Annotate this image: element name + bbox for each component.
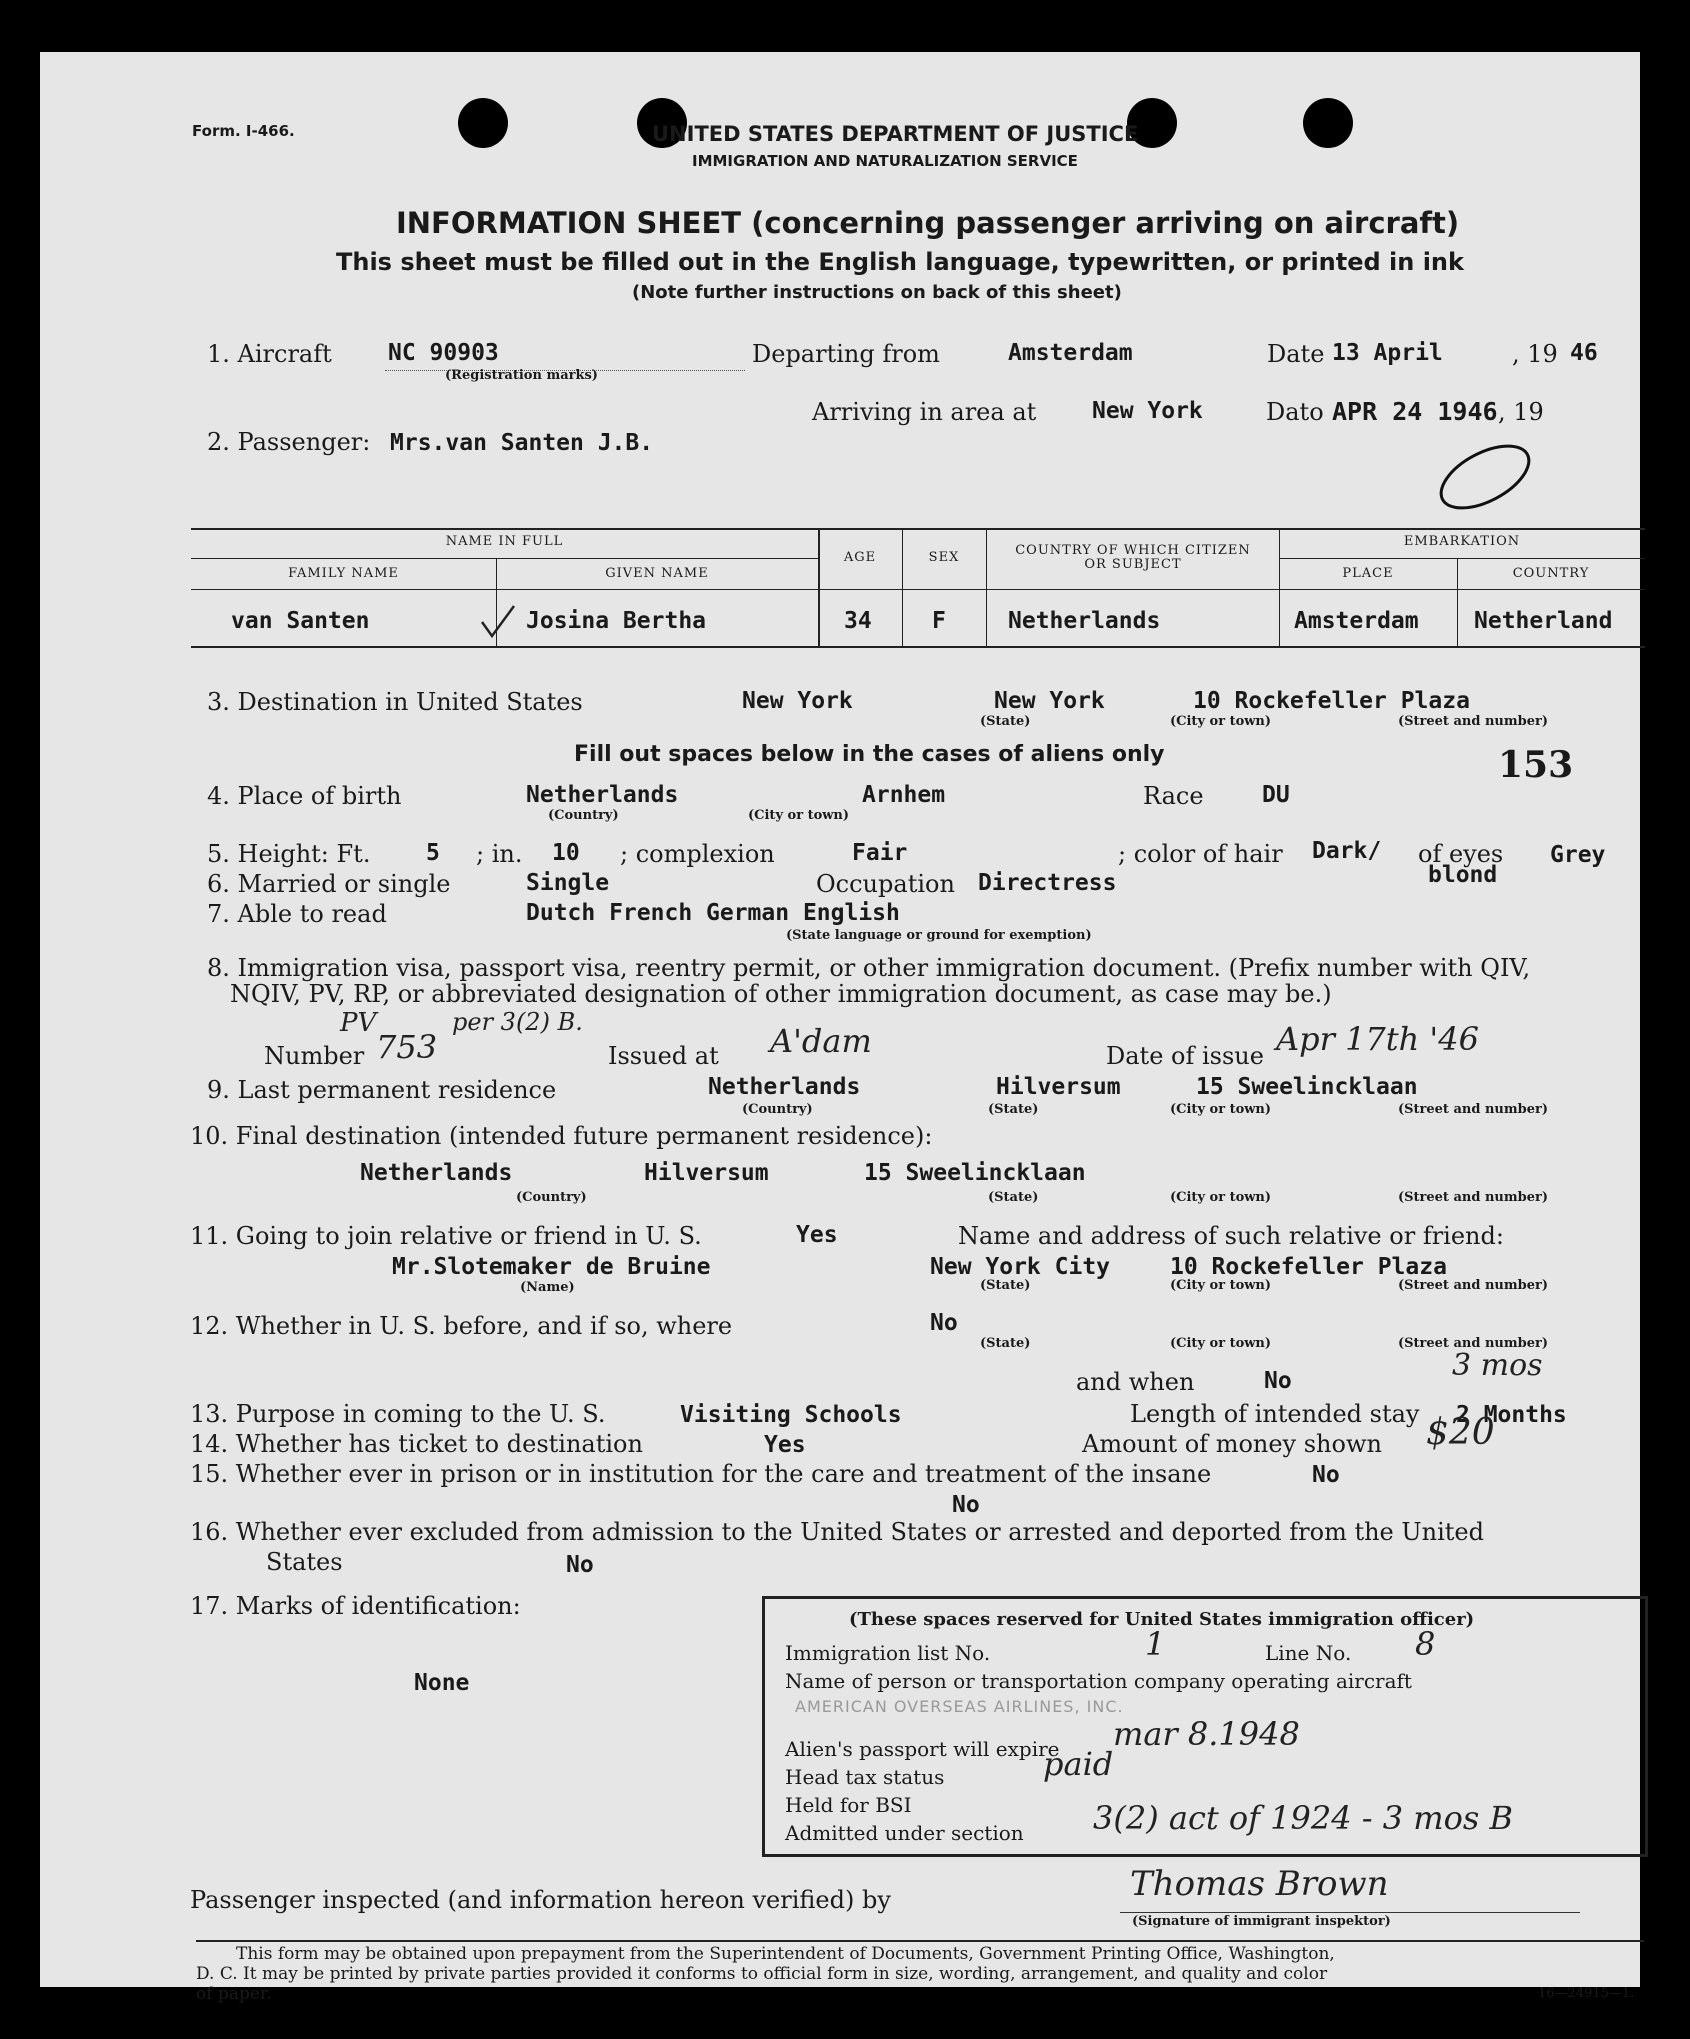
birth-country: Netherlands [526, 782, 679, 808]
caption-final-street: (Street and number) [1398, 1190, 1548, 1205]
th-sex: SEX [928, 550, 960, 565]
caption-signature: (Signature of immigrant inspektor) [1132, 1914, 1391, 1929]
aircraft-value: NC 90903 [388, 340, 499, 366]
marks-label: 17. Marks of identification: [190, 1592, 521, 1620]
departing-label: Departing from [752, 340, 940, 368]
date-label: Date [1267, 340, 1325, 368]
visa-number-label: Number [264, 1042, 365, 1070]
visa-line-2: NQIV, PV, RP, or abbreviated designation of other immigration document, as case may be.) [230, 980, 1332, 1008]
residence-street: 15 Sweelincklaan [1196, 1074, 1418, 1100]
th-age: AGE [843, 550, 877, 565]
cell-given-name: Josina Bertha [526, 608, 707, 634]
passenger-label: 2. Passenger: [207, 428, 371, 456]
before-value: No [930, 1310, 958, 1336]
final-street: 15 Sweelincklaan [864, 1160, 1086, 1186]
hair-label: ; color of hair [1118, 840, 1283, 868]
height-in-label: ; in. [476, 840, 523, 868]
page-number: 153 [1498, 744, 1574, 786]
officer-box-title: (These spaces reserved for United States immigration officer) [849, 1609, 1475, 1630]
residence-label: 9. Last permanent residence [207, 1076, 557, 1104]
final-country: Netherlands [360, 1160, 513, 1186]
service-heading: IMMIGRATION AND NATURALIZATION SERVICE [692, 152, 1078, 170]
cell-embark-country: Netherland [1474, 608, 1613, 634]
final-state: Hilversum [644, 1160, 769, 1186]
destination-state: New York [742, 688, 853, 714]
caption-relative-name: (Name) [520, 1280, 575, 1295]
complexion-value: Fair [852, 840, 908, 866]
caption-final-city: (City or town) [1170, 1190, 1272, 1205]
prison-value-2: No [952, 1492, 980, 1518]
visa-issued-value: A'dam [770, 1022, 872, 1060]
inspector-signature: Thomas Brown [1130, 1864, 1389, 1904]
when-label: and when [1076, 1368, 1195, 1396]
inspected-label: Passenger inspected (and information hereon verified) by [190, 1886, 891, 1914]
arriving-label: Arriving in area at [812, 398, 1037, 426]
tax-value: paid [1043, 1745, 1114, 1783]
stay-value: 2 Months [1456, 1402, 1567, 1428]
passport-value: mar 8.1948 [1113, 1715, 1300, 1753]
caption-city: (City or town) [1170, 714, 1272, 729]
company-stamp: AMERICAN OVERSEAS AIRLINES, INC. [795, 1697, 1124, 1716]
handwritten-circle-mark [1425, 432, 1545, 522]
passenger-value: Mrs.van Santen J.B. [390, 430, 654, 456]
relative-name: Mr.Slotemaker de Bruine [392, 1254, 711, 1280]
eyes-label: of eyes [1418, 840, 1504, 868]
officer-box [762, 1596, 1648, 1857]
complexion-label: ; complexion [620, 840, 775, 868]
destination-label: 3. Destination in United States [207, 688, 583, 716]
cell-family-name: van Santen [231, 608, 370, 634]
occupation-value: Directress [978, 870, 1117, 896]
destination-street: 10 Rockefeller Plaza [1193, 688, 1470, 714]
punch-hole-4 [1303, 98, 1353, 148]
footer-line-3: of paper. [196, 1984, 272, 2004]
caption-final-country: (Country) [516, 1190, 587, 1205]
caption-res-street: (Street and number) [1398, 1102, 1548, 1117]
ticket-label: 14. Whether has ticket to destination [190, 1430, 643, 1458]
stay-label: Length of intended stay [1130, 1400, 1420, 1428]
visa-line-1: 8. Immigration visa, passport visa, reentry permit, or other immigration document. (Prefix number with QIV, [207, 954, 1531, 982]
caption-before-state: (State) [980, 1336, 1031, 1351]
list-no-label: Immigration list No. [785, 1641, 991, 1665]
caption-res-city: (City or town) [1170, 1102, 1272, 1117]
when-value: No [1264, 1368, 1292, 1394]
bsi-label: Held for BSI [785, 1793, 912, 1817]
caption-birth-city: (City or town) [748, 808, 850, 823]
dato-year-suffix: , 19 [1498, 398, 1544, 426]
company-label: Name of person or transportation company operating aircraft [785, 1669, 1412, 1693]
read-label: 7. Able to read [207, 900, 387, 928]
cell-citizen: Netherlands [1008, 608, 1161, 634]
departing-value: Amsterdam [1008, 340, 1133, 366]
excluded-line-2: States [266, 1548, 343, 1576]
footer-line-2: D. C. It may be printed by private parties provided it conforms to official form in size, wording, arrangement, and quality and color [196, 1964, 1328, 1984]
aliens-heading: Fill out spaces below in the cases of aliens only [574, 742, 1165, 767]
ticket-value: Yes [764, 1432, 806, 1458]
caption-res-country: (Country) [742, 1102, 813, 1117]
eyes-value: Grey [1550, 842, 1606, 868]
purpose-value: Visiting Schools [680, 1402, 902, 1428]
checkmark-icon [478, 602, 518, 642]
money-label: Amount of money shown [1082, 1430, 1382, 1458]
caption-before-city: (City or town) [1170, 1336, 1272, 1351]
birth-city: Arnhem [862, 782, 946, 808]
subtitle: This sheet must be filled out in the English language, typewritten, or printed in ink [336, 248, 1464, 276]
residence-state: Hilversum [996, 1074, 1121, 1100]
visa-number-value: 753 [376, 1028, 438, 1066]
caption-relative-city: (City or town) [1170, 1278, 1272, 1293]
caption-street: (Street and number) [1398, 714, 1548, 729]
visa-issued-label: Issued at [608, 1042, 719, 1070]
tax-label: Head tax status [785, 1765, 945, 1789]
prison-value: No [1312, 1462, 1340, 1488]
read-value: Dutch French German English [526, 900, 900, 926]
marks-value: None [414, 1670, 470, 1696]
caption-state-language: (State language or ground for exemption) [786, 928, 1092, 943]
registration-caption: (Registration marks) [445, 368, 598, 383]
instruction-note: (Note further instructions on back of this sheet) [632, 282, 1122, 303]
footer-rule [196, 1940, 1644, 1942]
money-value: $20 [1426, 1412, 1495, 1453]
list-no-value: 1 [1145, 1625, 1166, 1663]
arriving-value: New York [1092, 398, 1203, 424]
page-title: INFORMATION SHEET (concerning passenger arriving on aircraft) [396, 206, 1460, 240]
aircraft-label: 1. Aircraft [207, 340, 332, 368]
form-page [40, 52, 1640, 2004]
caption-res-state: (State) [988, 1102, 1039, 1117]
when-handwritten: 3 mos [1452, 1348, 1543, 1383]
caption-relative-street: (Street and number) [1398, 1278, 1548, 1293]
occupation-label: Occupation [816, 870, 955, 898]
caption-state: (State) [980, 714, 1031, 729]
relative-city: New York City [930, 1254, 1111, 1280]
cell-age: 34 [844, 608, 872, 634]
excluded-value: No [566, 1552, 594, 1578]
dato-label: Dato [1266, 398, 1324, 426]
married-label: 6. Married or single [207, 870, 451, 898]
footer-code: 16—24915—1. [1538, 1986, 1635, 2001]
th-country-citizen: COUNTRY OF WHICH CITIZEN OR SUBJECT [1015, 543, 1251, 572]
th-place: PLACE [1342, 566, 1394, 581]
th-name-in-full: NAME IN FULL [445, 534, 564, 549]
purpose-label: 13. Purpose in coming to the U. S. [190, 1400, 606, 1428]
cell-sex: F [932, 608, 946, 634]
date-year: 46 [1570, 340, 1598, 366]
cell-embark-place: Amsterdam [1294, 608, 1419, 634]
excluded-line-1: 16. Whether ever excluded from admission to the United States or arrested and deported from the United [190, 1518, 1484, 1546]
department-heading: UNITED STATES DEPARTMENT OF JUSTICE [652, 122, 1139, 146]
caption-before-street: (Street and number) [1398, 1336, 1548, 1351]
caption-relative-state: (State) [980, 1278, 1031, 1293]
race-label: Race [1143, 782, 1204, 810]
th-given-name: GIVEN NAME [605, 566, 709, 581]
section-value: 3(2) act of 1924 - 3 mos B [1093, 1799, 1514, 1837]
join-label: 11. Going to join relative or friend in U. S. [190, 1222, 702, 1250]
date-value: 13 April [1332, 340, 1443, 366]
visa-date-value: Apr 17th '46 [1276, 1020, 1479, 1058]
height-in: 10 [552, 840, 580, 866]
th-country: COUNTRY [1512, 566, 1590, 581]
hair-value-2: blond [1428, 862, 1498, 888]
relative-label: Name and address of such relative or friend: [958, 1222, 1504, 1250]
birth-label: 4. Place of birth [207, 782, 402, 810]
before-label: 12. Whether in U. S. before, and if so, where [190, 1312, 733, 1340]
visa-number-annotation: PV [340, 1008, 377, 1038]
date-year-prefix: , 19 [1512, 340, 1558, 368]
height-label: 5. Height: Ft. [207, 840, 371, 868]
height-ft: 5 [426, 840, 440, 866]
th-embarkation: EMBARKATION [1403, 534, 1521, 549]
destination-city: New York [994, 688, 1105, 714]
th-family-name: FAMILY NAME [288, 566, 399, 581]
caption-final-state: (State) [988, 1190, 1039, 1205]
visa-date-label: Date of issue [1106, 1042, 1264, 1070]
relative-street: 10 Rockefeller Plaza [1170, 1254, 1447, 1280]
married-value: Single [526, 870, 610, 896]
form-number: Form. I-466. [192, 122, 295, 140]
signature-line [1120, 1912, 1580, 1913]
join-value: Yes [796, 1222, 838, 1248]
line-no-label: Line No. [1265, 1641, 1352, 1665]
punch-hole-1 [458, 98, 508, 148]
caption-birth-country: (Country) [548, 808, 619, 823]
hair-value: Dark/ [1312, 838, 1382, 864]
visa-number-note: per 3(2) B. [452, 1008, 583, 1036]
prison-label: 15. Whether ever in prison or in institution for the care and treatment of the insane [190, 1460, 1212, 1488]
section-label: Admitted under section [785, 1821, 1024, 1845]
passport-label: Alien's passport will expire [785, 1737, 1060, 1761]
final-dest-label: 10. Final destination (intended future permanent residence): [190, 1122, 933, 1150]
footer-line-1: This form may be obtained upon prepayment from the Superintendent of Documents, Government Printing Office, Washington, [236, 1944, 1335, 1964]
arrival-date-stamp: APR 24 1946 [1332, 397, 1498, 426]
residence-country: Netherlands [708, 1074, 861, 1100]
line-no-value: 8 [1415, 1625, 1436, 1663]
race-value: DU [1262, 782, 1290, 808]
